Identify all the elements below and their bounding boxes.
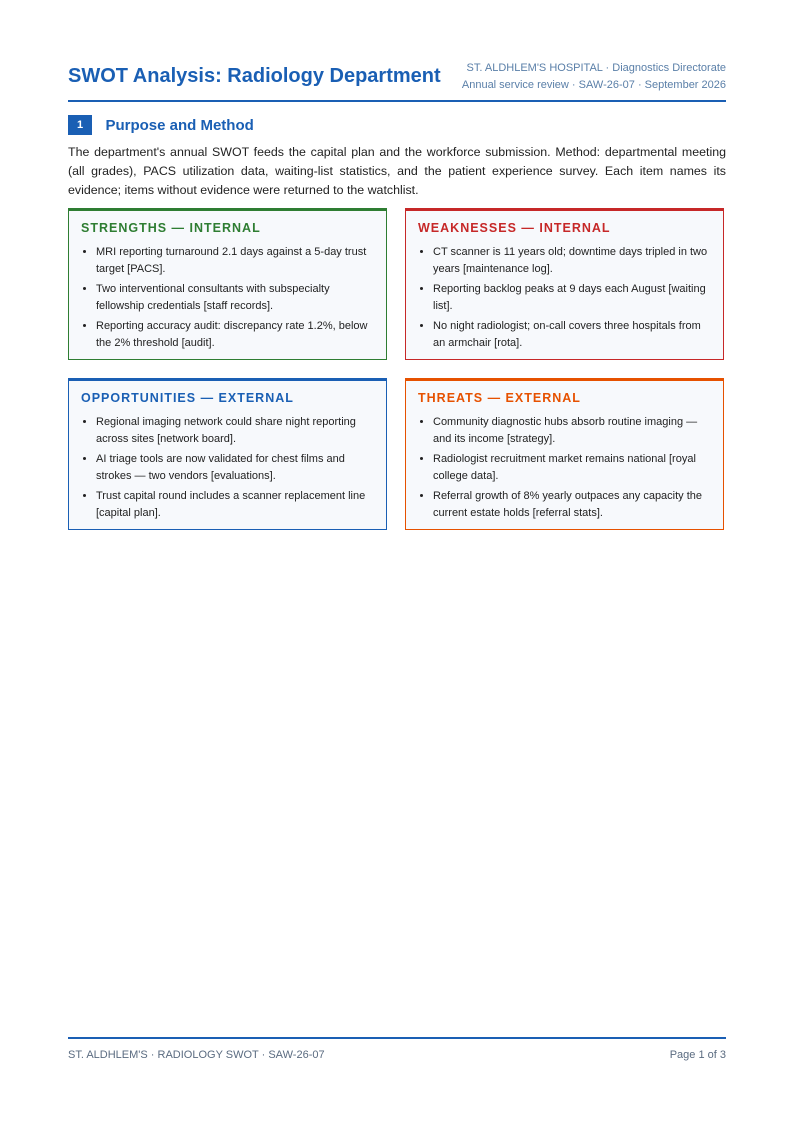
section-number-badge: 1 [68,115,92,135]
section-intro-paragraph: The department's annual SWOT feeds the capital plan and the workforce submission. Method: departmental meeting (all grades), PACS utilization data, waiting-list statistics, and the patient experience survey. Each item names its evidence; items without evidence were returned to the watchlist. [68,145,726,197]
opportunities-title: OPPORTUNITIES — EXTERNAL [81,391,294,405]
section-title: Purpose and Method [105,116,254,134]
list-item: • Reporting backlog peaks at 9 days each August [waiting list]. [433,281,711,315]
list-item: • Trust capital round includes a scanner replacement line [capital plan]. [96,488,374,522]
document-header [68,58,726,102]
header-meta-organisation: ST. ALDHLEM'S HOSPITAL · Diagnostics Directorate [466,62,726,74]
list-item: • Reporting accuracy audit: discrepancy rate 1.2%, below the 2% threshold [audit]. [96,318,374,352]
strengths-list [81,244,374,355]
footer-page-number: Page 1 of 3 [669,1049,726,1061]
list-item: • No night radiologist; on-call covers three hospitals from an armchair [rota]. [433,318,711,352]
strengths-title: STRENGTHS — INTERNAL [81,221,261,235]
section-heading [68,115,254,135]
list-item: • Two interventional consultants with subspecialty fellowship credentials [staff records]. [96,281,374,315]
footer-document-reference: ST. ALDHLEM'S · RADIOLOGY SWOT · SAW-26-07 [68,1049,325,1061]
threats-list [418,414,711,525]
weaknesses-list [418,244,711,355]
weaknesses-title: WEAKNESSES — INTERNAL [418,221,611,235]
strengths-panel [68,208,387,360]
page-title: SWOT Analysis: Radiology Department [68,65,441,87]
header-meta [462,60,726,94]
list-item: • Community diagnostic hubs absorb routine imaging — and its income [strategy]. [433,414,711,448]
list-item: • MRI reporting turnaround 2.1 days against a 5-day trust target [PACS]. [96,244,374,278]
opportunities-panel [68,378,387,530]
opportunities-list [81,414,374,525]
threats-panel [405,378,724,530]
header-meta-review: Annual service review · SAW-26-07 · September 2026 [461,79,726,91]
weaknesses-panel [405,208,724,360]
page-footer [68,1037,726,1061]
list-item: • CT scanner is 11 years old; downtime days tripled in two years [maintenance log]. [433,244,711,278]
list-item: • Regional imaging network could share night reporting across sites [network board]. [96,414,374,448]
list-item: • AI triage tools are now validated for chest films and strokes — two vendors [evaluations]. [96,451,374,485]
list-item: • Referral growth of 8% yearly outpaces any capacity the current estate holds [referral stats]. [433,488,711,522]
list-item: • Radiologist recruitment market remains national [royal college data]. [433,451,711,485]
threats-title: THREATS — EXTERNAL [418,391,581,405]
